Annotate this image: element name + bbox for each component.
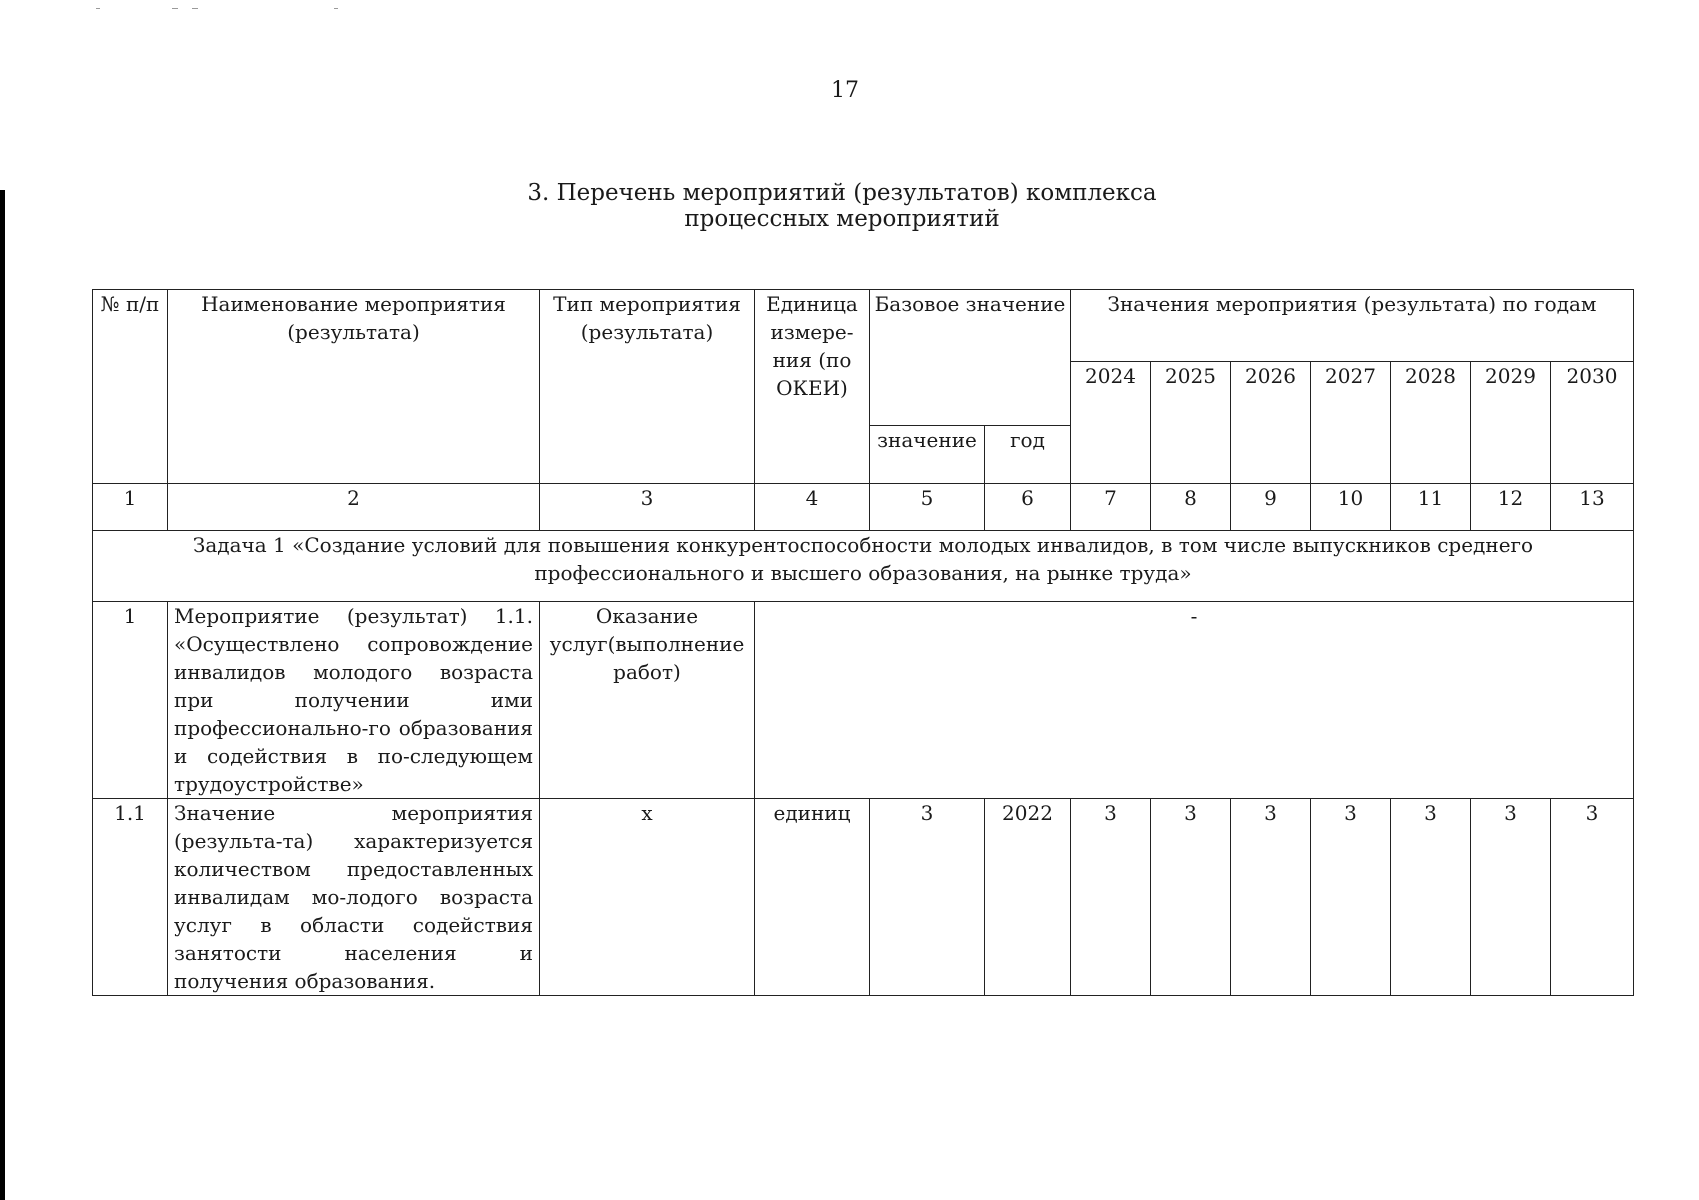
header-year: 2030 (1551, 362, 1634, 484)
document-title (400, 180, 1284, 232)
header-year: 2029 (1471, 362, 1551, 484)
header-row-1 (93, 290, 1634, 362)
column-number: 12 (1471, 484, 1551, 531)
header-year: 2027 (1311, 362, 1391, 484)
column-number: 4 (755, 484, 870, 531)
header-base: Базовое значение (870, 290, 1071, 426)
event-type: Оказание услуг(выполнение работ) (540, 602, 755, 799)
event-name: Мероприятие (результат) 1.1. «Осуществлено сопровождение инвалидов молодого возраста при получении ими профессионально-го образования и содействия в по-следующем трудоустройстве» (168, 602, 540, 799)
column-number: 3 (540, 484, 755, 531)
column-number: 9 (1231, 484, 1311, 531)
value-base-value: 3 (870, 799, 985, 996)
event-row (93, 602, 1634, 799)
header-base-value: значение (870, 426, 985, 484)
task-row (93, 531, 1634, 602)
event-empty-values: - (755, 602, 1634, 799)
value-year-cell: 3 (1551, 799, 1634, 996)
header-values-by-year: Значения мероприятия (результата) по годам (1071, 290, 1634, 362)
task-title: Задача 1 «Создание условий для повышения конкурентоспособности молодых инвалидов, в том числе выпускников среднего профессионального и высшего образования, на рынке труда» (93, 531, 1634, 602)
header-base-year: год (985, 426, 1071, 484)
column-number: 2 (168, 484, 540, 531)
header-year: 2028 (1391, 362, 1471, 484)
scan-left-edge (0, 190, 5, 1200)
column-number: 13 (1551, 484, 1634, 531)
column-number: 6 (985, 484, 1071, 531)
scan-mark (96, 8, 100, 9)
scan-mark (172, 8, 178, 9)
scan-mark (334, 8, 338, 9)
value-year-cell: 3 (1391, 799, 1471, 996)
column-number: 7 (1071, 484, 1151, 531)
events-table (92, 289, 1634, 996)
header-name: Наименование мероприятия (результата) (168, 290, 540, 484)
value-year-cell: 3 (1071, 799, 1151, 996)
value-year-cell: 3 (1471, 799, 1551, 996)
header-year: 2026 (1231, 362, 1311, 484)
column-number: 1 (93, 484, 168, 531)
scan-mark (192, 8, 198, 9)
value-unit: единиц (755, 799, 870, 996)
value-type: х (540, 799, 755, 996)
header-unit: Единица измере-ния (по ОКЕИ) (755, 290, 870, 484)
header-year: 2024 (1071, 362, 1151, 484)
column-number-row (93, 484, 1634, 531)
value-row (93, 799, 1634, 996)
event-num: 1 (93, 602, 168, 799)
header-num: № п/п (93, 290, 168, 484)
value-year-cell: 3 (1311, 799, 1391, 996)
value-num: 1.1 (93, 799, 168, 996)
title-line-1: 3. Перечень мероприятий (результатов) комплекса (527, 180, 1157, 206)
title-line-2: процессных мероприятий (684, 206, 1000, 232)
header-year: 2025 (1151, 362, 1231, 484)
column-number: 10 (1311, 484, 1391, 531)
value-base-year: 2022 (985, 799, 1071, 996)
page-number: 17 (831, 78, 859, 103)
value-year-cell: 3 (1231, 799, 1311, 996)
header-type: Тип мероприятия (результата) (540, 290, 755, 484)
value-year-cell: 3 (1151, 799, 1231, 996)
value-name: Значение мероприятия (результа-та) характеризуется количеством предоставленных инвалидам мо-лодого возраста услуг в области содействия занятости населения и получения образования. (168, 799, 540, 996)
column-number: 11 (1391, 484, 1471, 531)
column-number: 5 (870, 484, 985, 531)
column-number: 8 (1151, 484, 1231, 531)
